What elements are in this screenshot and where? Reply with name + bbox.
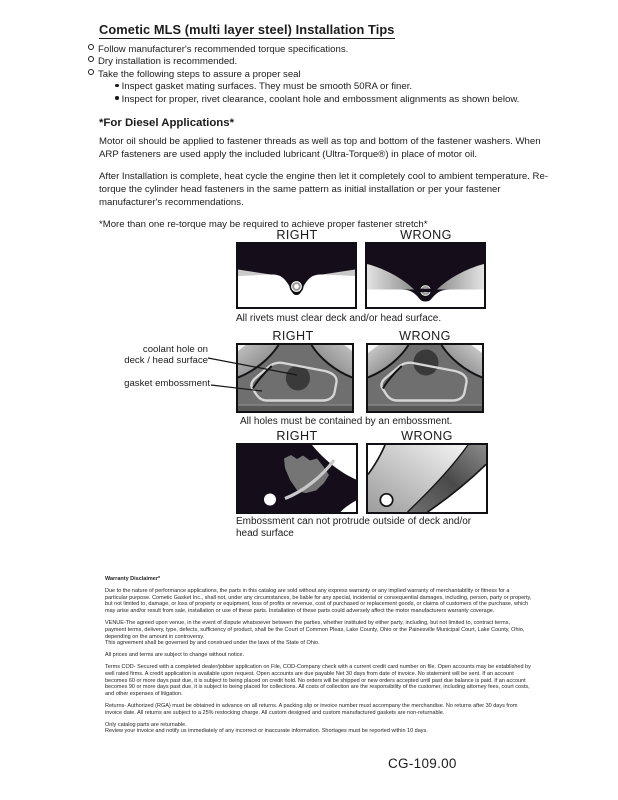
section-title: *For Diesel Applications* bbox=[99, 117, 235, 129]
page-title: Cometic MLS (multi layer steel) Installation Tips bbox=[99, 22, 395, 37]
page-code: CG-109.00 bbox=[388, 756, 457, 771]
diagram-rivet-wrong bbox=[365, 242, 486, 309]
terms-clause: Terms COD- Secured with a completed dealer/jobber application on File, COD-Company check with a current credit card number on file. Open accounts may be established by well rated firms. A credit application is available upon request. Open accounts are due payable Net 30 days from date of invoice. No statement will be sent. If an account becomes 60 or more days past due, it is subject to being placed on credit hold. No orders will be shipped or new orders accepted until past due balance is paid. If an account becomes 90 or more days past due, it is subject to being placed for collections. All costs of collection are the responsibility of the customer, including attorney fees, court costs, and other expenses of litigation. bbox=[105, 663, 531, 698]
tip-text: Dry installation is recommended. bbox=[98, 56, 238, 68]
diagram-deck-edge-right bbox=[236, 443, 358, 514]
prices-clause: All prices and terms are subject to change without notice. bbox=[105, 652, 245, 659]
tip-text: Take the following steps to assure a proper seal bbox=[98, 68, 301, 80]
venue-clause bbox=[105, 620, 532, 647]
paragraph: Motor oil should be applied to fastener threads as well as top and bottom of the fastener washers. When ARP fasteners are used apply the included lubricant (Ultra-Torque®) in place of motor oil. bbox=[99, 136, 541, 160]
list-item bbox=[88, 69, 519, 81]
wrong-label: WRONG bbox=[400, 228, 452, 242]
catalog-returns-clause bbox=[105, 722, 532, 736]
diagram-embossment-wrong bbox=[366, 343, 484, 413]
wrong-label: WRONG bbox=[401, 429, 453, 443]
only-catalog-text: Only catalog parts are returnable. bbox=[105, 721, 187, 728]
warranty-disclaimer-title: Warranty Disclaimer* bbox=[105, 576, 161, 582]
tip-text: Inspect gasket mating surfaces. They must be smooth 50RA or finer. bbox=[121, 81, 413, 93]
list-item bbox=[88, 56, 519, 68]
diagram-caption: All rivets must clear deck and/or head surface. bbox=[236, 313, 442, 324]
governing-law-text: This agreement shall be governed by and construed under the laws of the State of Ohio. bbox=[105, 640, 320, 647]
installation-tips-list bbox=[88, 44, 519, 106]
list-item bbox=[115, 81, 519, 93]
diagram-rivet-right bbox=[236, 242, 357, 309]
circle-bullet-icon bbox=[88, 69, 94, 75]
tip-text: Follow manufacturer's recommended torque specifications. bbox=[98, 44, 349, 55]
dot-bullet-icon bbox=[115, 84, 119, 88]
diagram-embossment-right bbox=[236, 343, 354, 413]
legal-fine-print bbox=[105, 576, 532, 740]
paragraph: After Installation is complete, heat cycle the engine then let it completely cool to ambient temperature. Re-torque the cylinder head fasteners in the same pattern as initial installation or per your fastener manufacturer's recommendations. bbox=[99, 170, 549, 208]
venue-text: VENUE-The agreed upon venue, in the event of dispute whatsoever between the parties, whether instituted by either party, including, but not limited to, contract terms, payment terms, delivery, type, defects, sufficiency of product, shall be the Court of Common Pleas, Lake County, Ohio or the Painesville Municipal Court, Lake County, Ohio, depending on the amount in controversy. bbox=[105, 619, 525, 640]
circle-bullet-icon bbox=[88, 56, 94, 62]
warranty-disclaimer-body: Due to the nature of performance applications, the parts in this catalog are sold without any express warranty or any implied warranty of merchantability or fitness for a particular purpose. Cometic Gasket Inc., shall not, under any circumstances, be liable for any special, incidental or consequential damages, including, person, party or property, but not limited to, damage, or loss of property or equipment, loss of profits or revenue, cost of purchased or replacement goods, or claims of customers of the purchase, which may arise and/or result from sale, installation or use of these parts. Installation of these parts could adversely affect the motor manufacturers warranty coverage. bbox=[105, 587, 532, 615]
tip-text: Inspect for proper, rivet clearance, coolant hole and embossment alignments as shown below. bbox=[121, 93, 520, 105]
diagram-caption: Embossment can not protrude outside of deck and/or head surface bbox=[236, 516, 472, 539]
right-label: RIGHT bbox=[272, 329, 314, 343]
circle-bullet-icon bbox=[88, 44, 94, 50]
diagram-caption: All holes must be contained by an embossment. bbox=[240, 416, 453, 427]
diesel-applications-section bbox=[99, 117, 559, 231]
dot-bullet-icon bbox=[115, 96, 119, 100]
wrong-label: WRONG bbox=[399, 329, 451, 343]
list-item bbox=[115, 94, 519, 106]
review-invoice-text: Review your invoice and notify us immediately of any incorrect or inaccurate information. Shortages must be reported within 10 days. bbox=[105, 728, 428, 735]
diagram-deck-edge-wrong bbox=[366, 443, 488, 514]
callout-line: coolant hole on bbox=[142, 344, 208, 355]
right-label: RIGHT bbox=[276, 228, 318, 242]
retorque-note: *More than one re-torque may be required to achieve proper fastener stretch* bbox=[99, 218, 428, 230]
returns-clause: Returns- Authorized (RGA) must be obtained in advance on all returns. A packing slip or invoice number must accompany the merchandise. No returns after 30 days from invoice date. All returns are subject to a 25% restocking charge. All custom designed and custom manufactured gaskets are non-returnable. bbox=[105, 702, 518, 716]
right-label: RIGHT bbox=[276, 429, 318, 443]
list-item bbox=[88, 44, 519, 56]
callout-coolant-hole bbox=[112, 345, 208, 366]
callout-line: deck / head surface bbox=[124, 354, 208, 366]
callout-gasket-embossment: gasket embossment bbox=[124, 378, 210, 389]
